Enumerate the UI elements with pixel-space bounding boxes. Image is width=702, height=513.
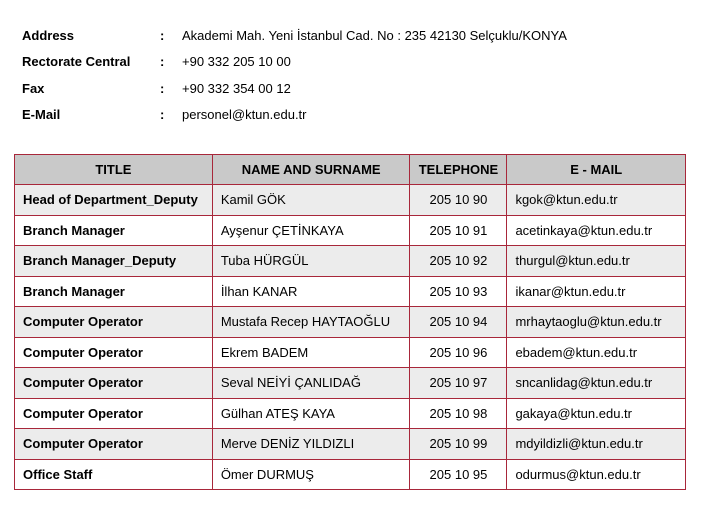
cell-name: Ekrem BADEM bbox=[212, 337, 410, 368]
cell-email: ebadem@ktun.edu.tr bbox=[507, 337, 686, 368]
cell-email: gakaya@ktun.edu.tr bbox=[507, 398, 686, 429]
cell-phone: 205 10 93 bbox=[410, 276, 507, 307]
table-row bbox=[15, 307, 686, 338]
cell-name: Gülhan ATEŞ KAYA bbox=[212, 398, 410, 429]
cell-phone: 205 10 95 bbox=[410, 459, 507, 490]
cell-name: Seval NEİYİ ÇANLIDAĞ bbox=[212, 368, 410, 399]
contact-row-address bbox=[22, 22, 567, 49]
fax-label: Fax bbox=[22, 80, 45, 96]
separator: : bbox=[160, 80, 165, 96]
cell-phone: 205 10 94 bbox=[410, 307, 507, 338]
separator: : bbox=[160, 27, 165, 43]
email-address: personel@ktun.edu.tr bbox=[182, 107, 307, 123]
cell-phone: 205 10 98 bbox=[410, 398, 507, 429]
table-row bbox=[15, 429, 686, 460]
cell-title: Head of Department_Deputy bbox=[15, 185, 213, 216]
cell-email: mdyildizli@ktun.edu.tr bbox=[507, 429, 686, 460]
table-row bbox=[15, 185, 686, 216]
cell-name: Kamil GÖK bbox=[212, 185, 410, 216]
cell-name: Ömer DURMUŞ bbox=[212, 459, 410, 490]
separator: : bbox=[160, 54, 165, 70]
table-row bbox=[15, 398, 686, 429]
cell-email: sncanlidag@ktun.edu.tr bbox=[507, 368, 686, 399]
cell-title: Computer Operator bbox=[15, 307, 213, 338]
contact-row-rectorate bbox=[22, 49, 567, 76]
contact-info bbox=[22, 22, 567, 128]
cell-phone: 205 10 91 bbox=[410, 215, 507, 246]
separator: : bbox=[160, 107, 165, 123]
cell-phone: 205 10 97 bbox=[410, 368, 507, 399]
cell-title: Computer Operator bbox=[15, 368, 213, 399]
address-label: Address bbox=[22, 27, 75, 43]
table-row bbox=[15, 368, 686, 399]
contact-row-email bbox=[22, 102, 567, 129]
rectorate-label: Rectorate Central bbox=[22, 54, 131, 70]
cell-phone: 205 10 92 bbox=[410, 246, 507, 277]
cell-title: Computer Operator bbox=[15, 429, 213, 460]
header-title: TITLE bbox=[15, 155, 213, 185]
cell-email: acetinkaya@ktun.edu.tr bbox=[507, 215, 686, 246]
rectorate-phone: +90 332 205 10 00 bbox=[182, 54, 291, 70]
cell-phone: 205 10 90 bbox=[410, 185, 507, 216]
table-row bbox=[15, 276, 686, 307]
cell-title: Office Staff bbox=[15, 459, 213, 490]
table-row bbox=[15, 459, 686, 490]
cell-name: Merve DENİZ YILDIZLI bbox=[212, 429, 410, 460]
table-row bbox=[15, 215, 686, 246]
cell-title: Branch Manager_Deputy bbox=[15, 246, 213, 277]
cell-name: Tuba HÜRGÜL bbox=[212, 246, 410, 277]
cell-name: İlhan KANAR bbox=[212, 276, 410, 307]
cell-email: kgok@ktun.edu.tr bbox=[507, 185, 686, 216]
address-value: Akademi Mah. Yeni İstanbul Cad. No : 235 42130 Selçuklu/KONYA bbox=[182, 27, 567, 43]
cell-email: odurmus@ktun.edu.tr bbox=[507, 459, 686, 490]
contact-row-fax bbox=[22, 75, 567, 102]
cell-email: thurgul@ktun.edu.tr bbox=[507, 246, 686, 277]
cell-title: Branch Manager bbox=[15, 215, 213, 246]
cell-title: Computer Operator bbox=[15, 337, 213, 368]
cell-phone: 205 10 96 bbox=[410, 337, 507, 368]
header-telephone: TELEPHONE bbox=[410, 155, 507, 185]
cell-title: Computer Operator bbox=[15, 398, 213, 429]
cell-name: Ayşenur ÇETİNKAYA bbox=[212, 215, 410, 246]
cell-email: ikanar@ktun.edu.tr bbox=[507, 276, 686, 307]
cell-email: mrhaytaoglu@ktun.edu.tr bbox=[507, 307, 686, 338]
table-header-row bbox=[15, 155, 686, 185]
email-label: E-Mail bbox=[22, 107, 61, 123]
table-row bbox=[15, 246, 686, 277]
staff-table bbox=[14, 154, 686, 490]
header-name: NAME AND SURNAME bbox=[212, 155, 410, 185]
cell-phone: 205 10 99 bbox=[410, 429, 507, 460]
cell-name: Mustafa Recep HAYTAOĞLU bbox=[212, 307, 410, 338]
table-row bbox=[15, 337, 686, 368]
cell-title: Branch Manager bbox=[15, 276, 213, 307]
fax-number: +90 332 354 00 12 bbox=[182, 80, 291, 96]
header-email: E - MAIL bbox=[507, 155, 686, 185]
